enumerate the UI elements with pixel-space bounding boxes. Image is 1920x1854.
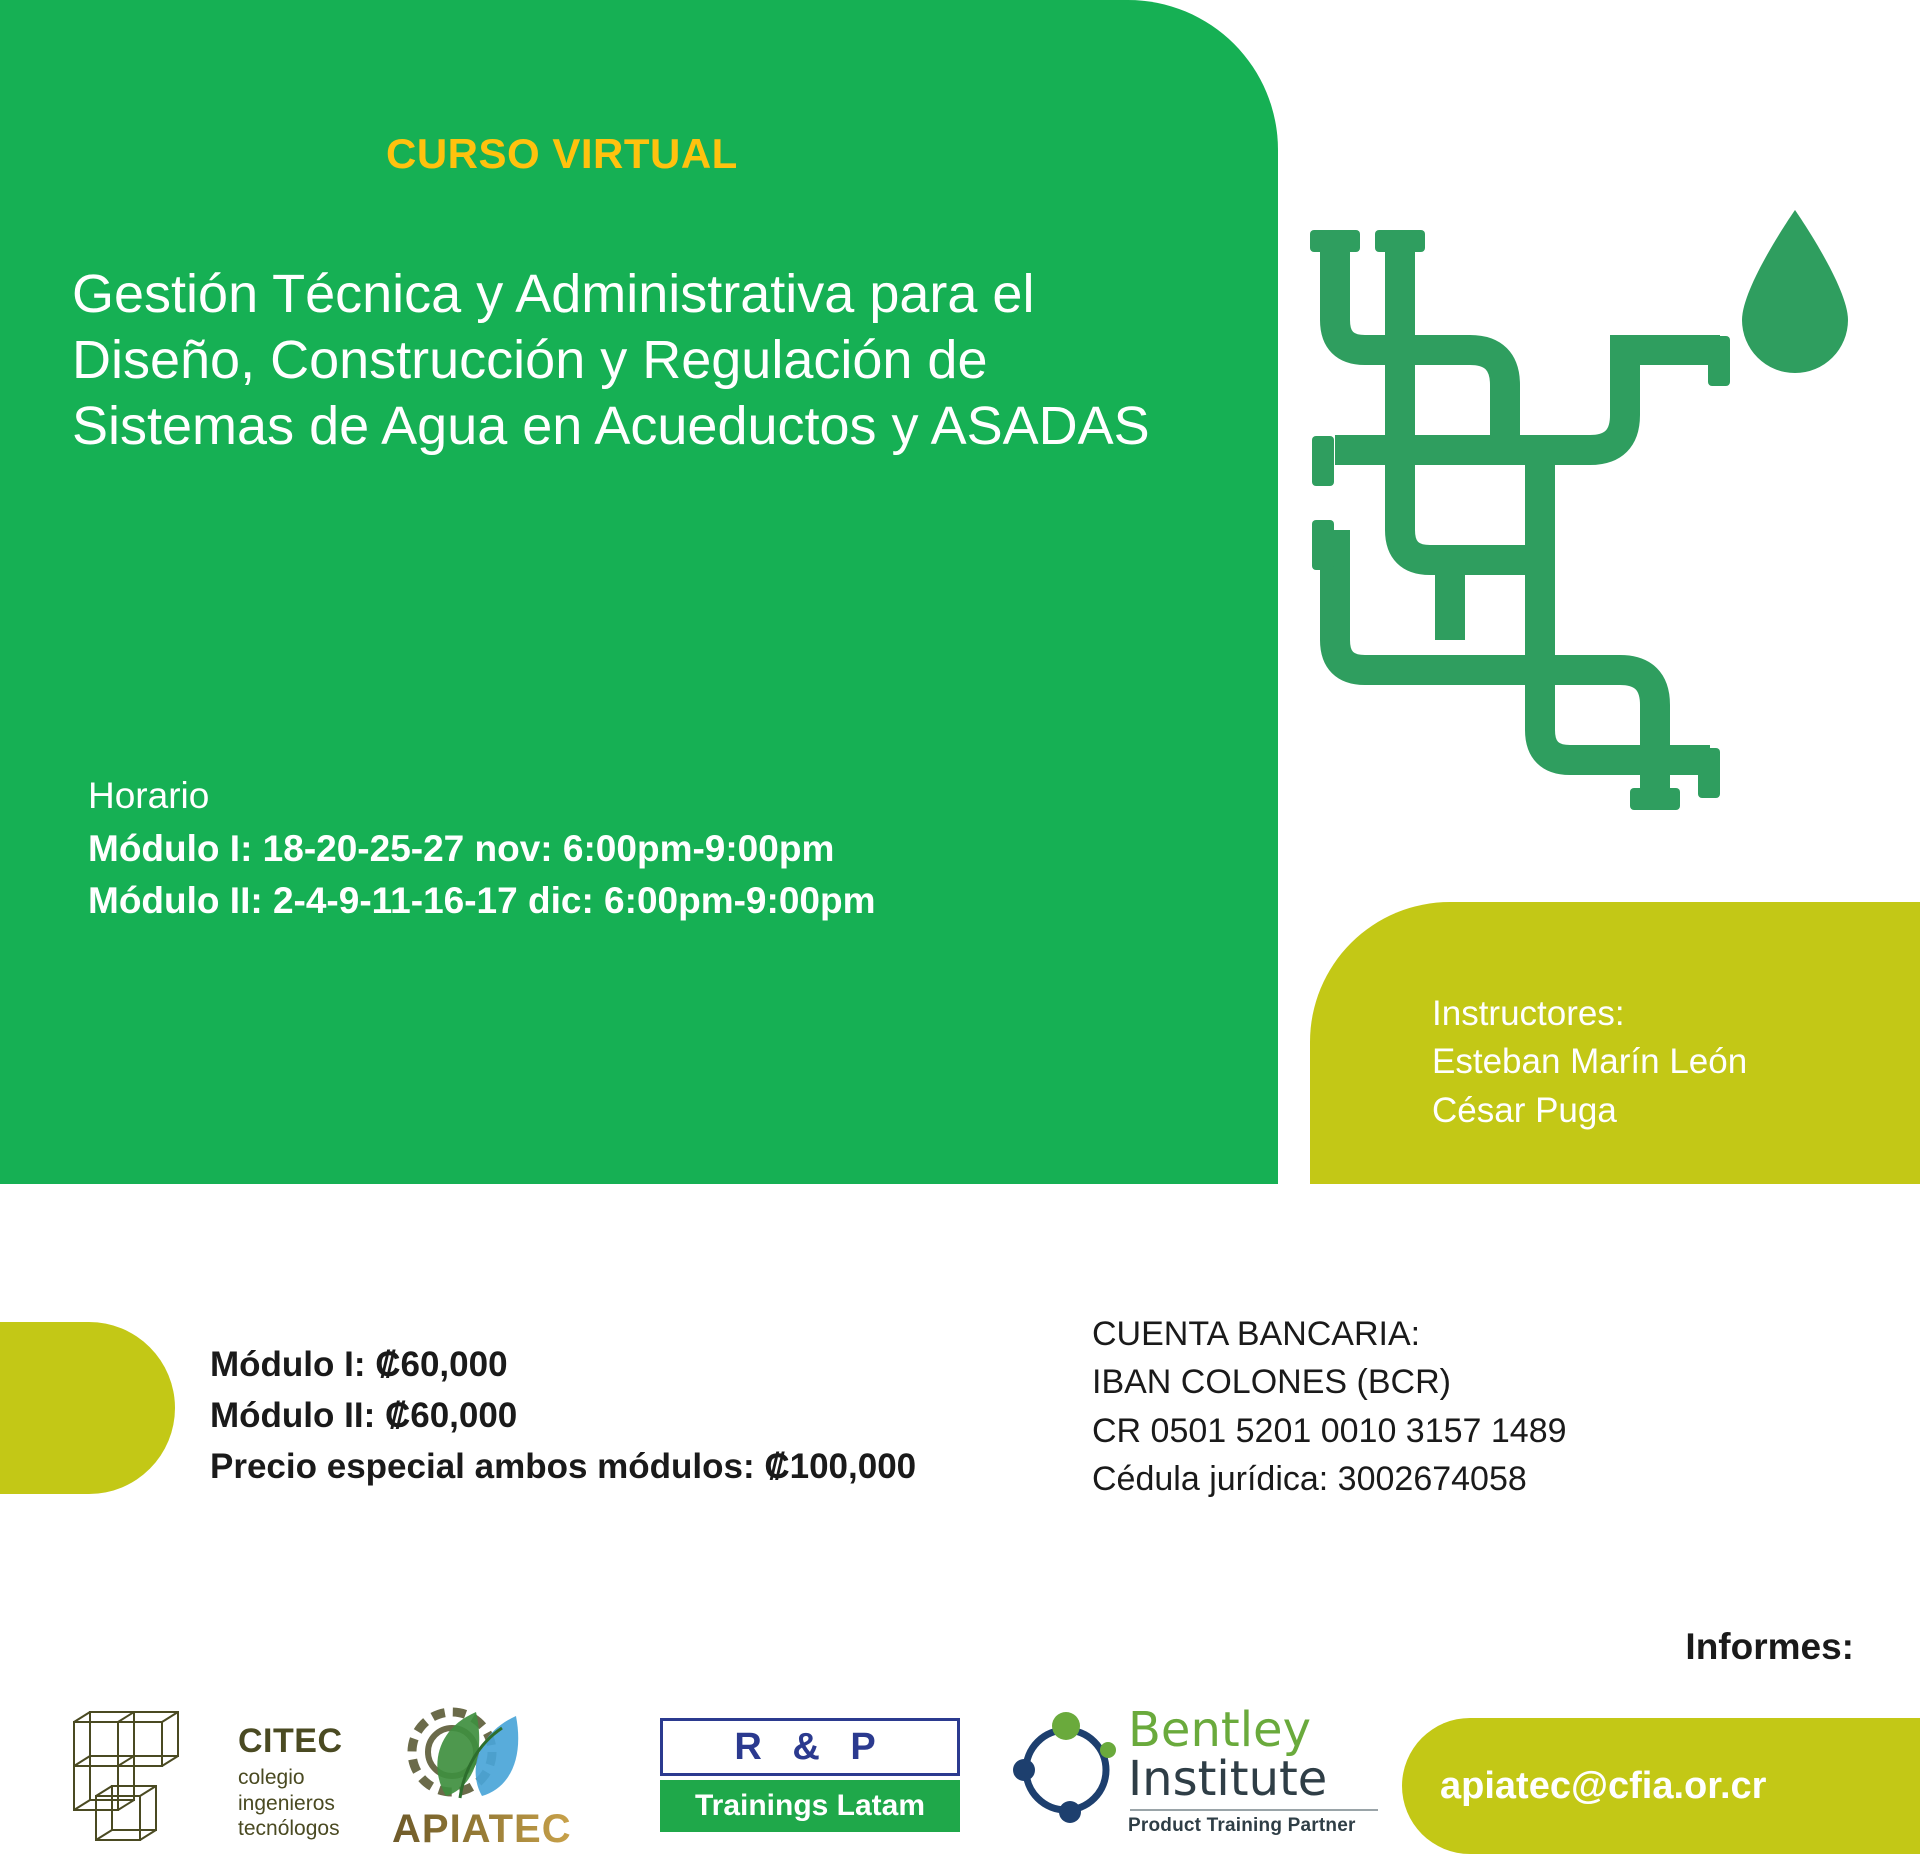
course-kicker: CURSO VIRTUAL xyxy=(386,130,738,177)
bank-cedula: Cédula jurídica: 3002674058 xyxy=(1092,1459,1527,1498)
pipes-illustration xyxy=(1290,200,1890,840)
contact-email[interactable]: apiatec@cfia.or.cr xyxy=(1440,1764,1767,1807)
citec-subtitle xyxy=(238,1765,343,1842)
instructor-name-2: César Puga xyxy=(1432,1090,1617,1130)
bentley-line-2: Institute xyxy=(1128,1751,1328,1807)
course-title: Gestión Técnica y Administrativa para el Diseño, Construcción y Regulación de Sistemas de Agua en Acueductos y ASADAS xyxy=(72,264,1150,456)
contact-label: Informes: xyxy=(1685,1626,1854,1667)
bank-iban-number: CR 0501 5201 0010 3157 1489 xyxy=(1092,1411,1567,1450)
apiatec-wordmark: APIATEC xyxy=(392,1807,572,1851)
citec-sub-line-2: ingenieros xyxy=(238,1791,335,1815)
bentley-wordmark xyxy=(1128,1702,1378,1837)
citec-sub-line-1: colegio xyxy=(238,1766,305,1789)
logo-apiatec xyxy=(390,1700,625,1854)
rp-top-box xyxy=(660,1718,960,1776)
instructor-name-1: Esteban Marín León xyxy=(1432,1042,1748,1082)
instructors-text xyxy=(1432,990,1747,1135)
price-module-2: Módulo II: ₡60,000 xyxy=(210,1395,518,1435)
contact-email-pill[interactable] xyxy=(1402,1718,1920,1854)
bentley-line-1: Bentley xyxy=(1128,1702,1311,1758)
rp-initials: R & P xyxy=(734,1725,886,1768)
bentley-line-3: Product Training Partner xyxy=(1128,1815,1356,1837)
schedule-block xyxy=(88,770,875,928)
logo-citec xyxy=(60,1708,360,1848)
schedule-module-2: Módulo II: 2-4-9-11-16-17 dic: 6:00pm-9:00pm xyxy=(88,880,876,922)
rp-bottom-box xyxy=(660,1780,960,1832)
bentley-divider xyxy=(1130,1809,1378,1811)
bank-details xyxy=(1092,1310,1567,1503)
logo-strip xyxy=(60,1700,1400,1854)
schedule-heading: Horario xyxy=(88,775,210,816)
citec-name: CITEC xyxy=(238,1722,343,1760)
pricing-block xyxy=(210,1340,916,1492)
citec-wordmark xyxy=(238,1722,343,1842)
logo-rp-trainings xyxy=(660,1718,960,1838)
instructors-label: Instructores: xyxy=(1432,994,1625,1033)
price-accent-tab xyxy=(0,1322,175,1494)
price-special: Precio especial ambos módulos: ₡100,000 xyxy=(210,1446,917,1486)
bank-iban-label: IBAN COLONES (BCR) xyxy=(1092,1363,1451,1402)
schedule-module-1: Módulo I: 18-20-25-27 nov: 6:00pm-9:00pm xyxy=(88,827,835,869)
logo-bentley-institute xyxy=(1010,1702,1410,1852)
hero-panel xyxy=(0,0,1278,1184)
bank-heading: CUENTA BANCARIA: xyxy=(1092,1315,1421,1353)
price-module-1: Módulo I: ₡60,000 xyxy=(210,1345,508,1384)
citec-sub-line-3: tecnólogos xyxy=(238,1817,340,1841)
rp-tagline: Trainings Latam xyxy=(694,1789,926,1822)
